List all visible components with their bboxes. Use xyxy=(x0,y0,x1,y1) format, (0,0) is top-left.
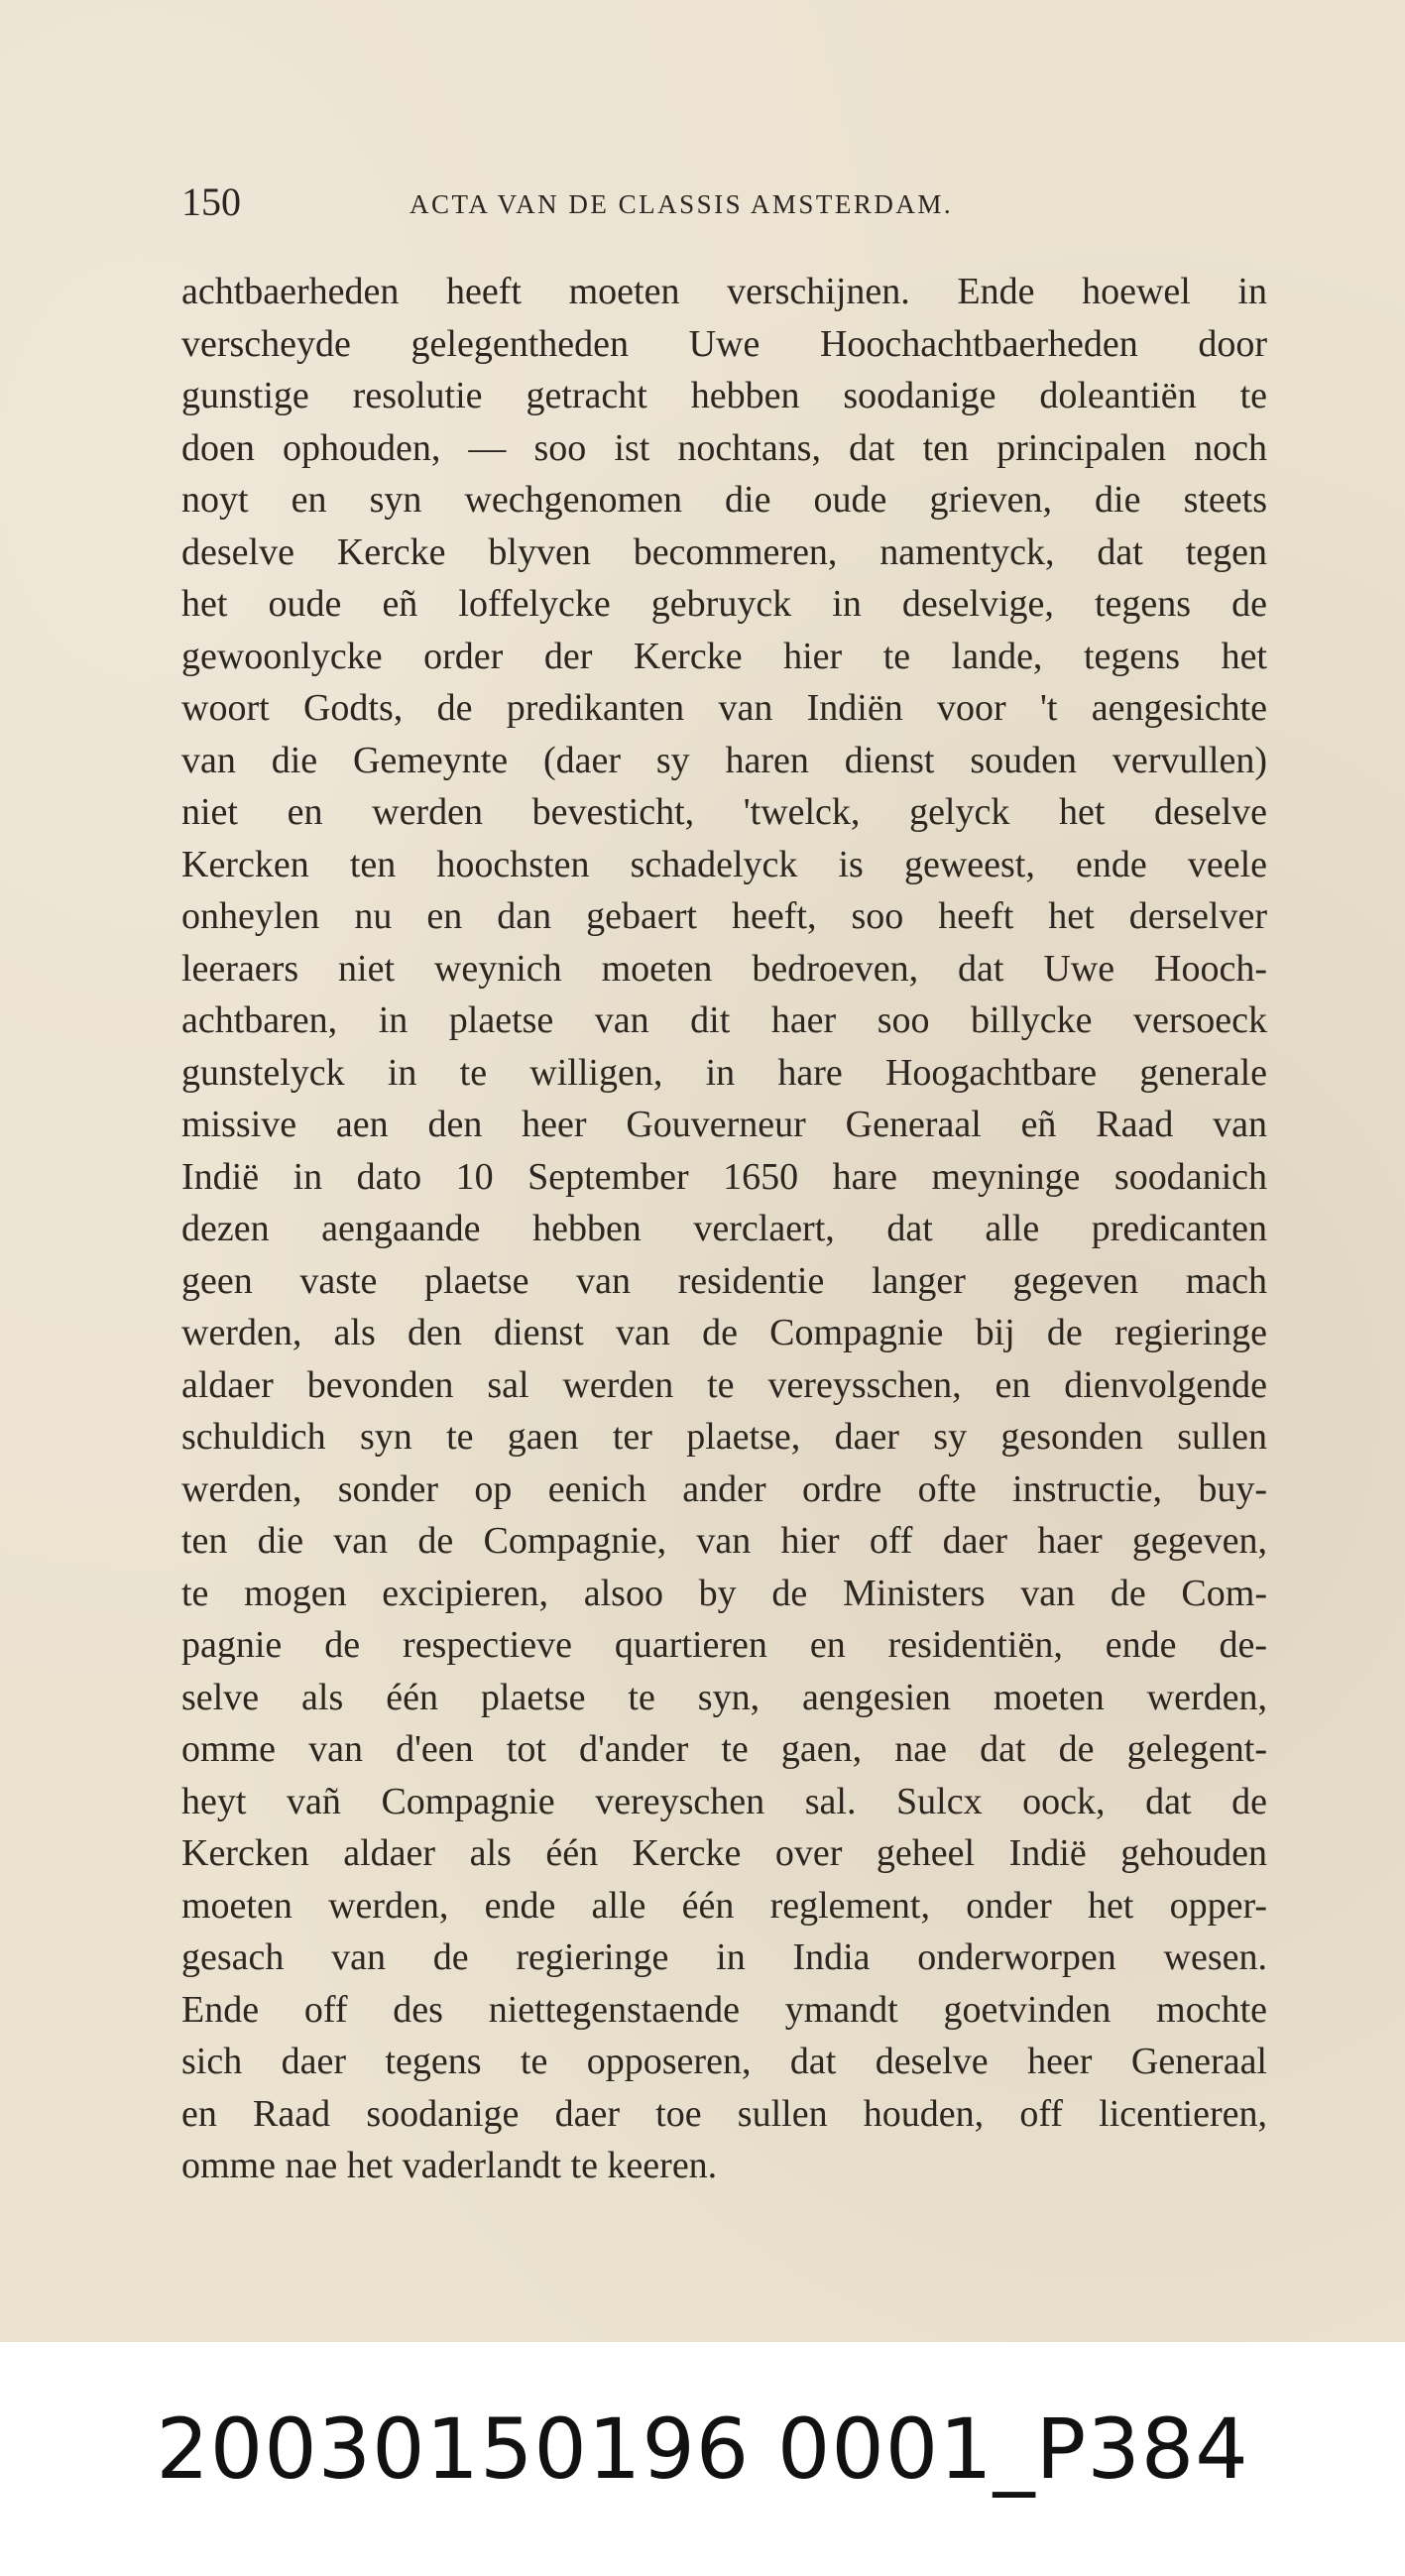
text-line: te mogen excipieren, alsoo by de Ministers van de Com- xyxy=(181,1572,1267,1614)
text-line: geen vaste plaetse van residentie langer gegeven mach xyxy=(181,1259,1267,1302)
text-line: woort Godts, de predikanten van Indiën voor 't aengesichte xyxy=(181,687,1267,729)
page-number: 150 xyxy=(181,179,241,224)
barcode-label: 20030150196 0001_P384 xyxy=(156,2400,1249,2498)
text-line: deselve Kercke blyven becommeren, namentyck, dat tegen xyxy=(181,530,1267,573)
text-line: Indië in dato 10 September 1650 hare meyninge soodanich xyxy=(181,1155,1267,1198)
text-line: pagnie de respectieve quartieren en residentiën, ende de- xyxy=(181,1624,1267,1666)
text-line: schuldich syn te gaen ter plaetse, daer sy gesonden sullen xyxy=(181,1416,1267,1458)
text-line: het oude eñ loffelycke gebruyck in deselvige, tegens de xyxy=(181,583,1267,625)
text-line: werden, als den dienst van de Compagnie bij de regieringe xyxy=(181,1312,1267,1353)
text-line: omme van d'een tot d'ander te gaen, nae dat de gelegent- xyxy=(181,1728,1267,1770)
text-line: aldaer bevonden sal werden te vereysschen, en dienvolgende xyxy=(181,1363,1267,1406)
running-head: ACTA VAN DE CLASSIS AMSTERDAM. xyxy=(410,189,954,219)
text-line: missive aen den heer Gouverneur Generaal eñ Raad van xyxy=(181,1104,1267,1145)
barcode-label-strip xyxy=(0,2342,1405,2576)
text-line: dezen aengaande hebben verclaert, dat alle predicanten xyxy=(181,1208,1267,1249)
text-line: werden, sonder op eenich ander ordre ofte instructie, buy- xyxy=(181,1467,1267,1510)
text-line: omme nae het vaderlandt te keeren. xyxy=(181,2145,718,2186)
text-line: heyt vañ Compagnie vereyschen sal. Sulcx oock, dat de xyxy=(181,1780,1267,1822)
text-line: gewoonlycke order der Kercke hier te lande, tegens het xyxy=(181,635,1267,677)
text-line: Kercken ten hoochsten schadelyck is geweest, ende veele xyxy=(181,843,1267,885)
body-text xyxy=(181,266,1267,2192)
text-line: ten die van de Compagnie, van hier off daer haer gegeven, xyxy=(181,1520,1267,1562)
text-line: onheylen nu en dan gebaert heeft, soo heeft het derselver xyxy=(181,895,1267,937)
text-line: Ende off des niettegenstaende ymandt goetvinden mochte xyxy=(181,1988,1267,2031)
text-line: gunstelyck in te willigen, in hare Hoogachtbare generale xyxy=(181,1051,1267,1094)
text-line: moeten werden, ende alle één reglement, onder het opper- xyxy=(181,1884,1267,1927)
text-line: niet en werden bevesticht, 'twelck, gelyck het deselve xyxy=(181,791,1267,833)
text-line: noyt en syn wechgenomen die oude grieven, die steets xyxy=(181,479,1267,521)
page-header xyxy=(181,176,1267,228)
text-line: gesach van de regieringe in India onderworpen wesen. xyxy=(181,1936,1267,1978)
text-line: verscheyde gelegentheden Uwe Hoochachtbaerheden door xyxy=(181,322,1267,365)
text-line: en Raad soodanige daer toe sullen houden, off licentieren, xyxy=(181,2092,1267,2135)
text-line: selve als één plaetse te syn, aengesien moeten werden, xyxy=(181,1676,1267,1718)
text-line: leeraers niet weynich moeten bedroeven, dat Uwe Hooch- xyxy=(181,947,1267,990)
text-line: Kercken aldaer als één Kercke over geheel Indië gehouden xyxy=(181,1832,1267,1874)
text-line: achtbaren, in plaetse van dit haer soo billycke versoeck xyxy=(181,999,1267,1041)
text-line: achtbaerheden heeft moeten verschijnen. Ende hoewel in xyxy=(181,271,1267,312)
text-line: van die Gemeynte (daer sy haren dienst souden vervullen) xyxy=(181,739,1267,781)
text-line: doen ophouden, — soo ist nochtans, dat ten principalen noch xyxy=(181,426,1267,469)
text-line: gunstige resolutie getracht hebben soodanige doleantiën te xyxy=(181,375,1267,416)
text-line: sich daer tegens te opposeren, dat deselve heer Generaal xyxy=(181,2041,1267,2082)
